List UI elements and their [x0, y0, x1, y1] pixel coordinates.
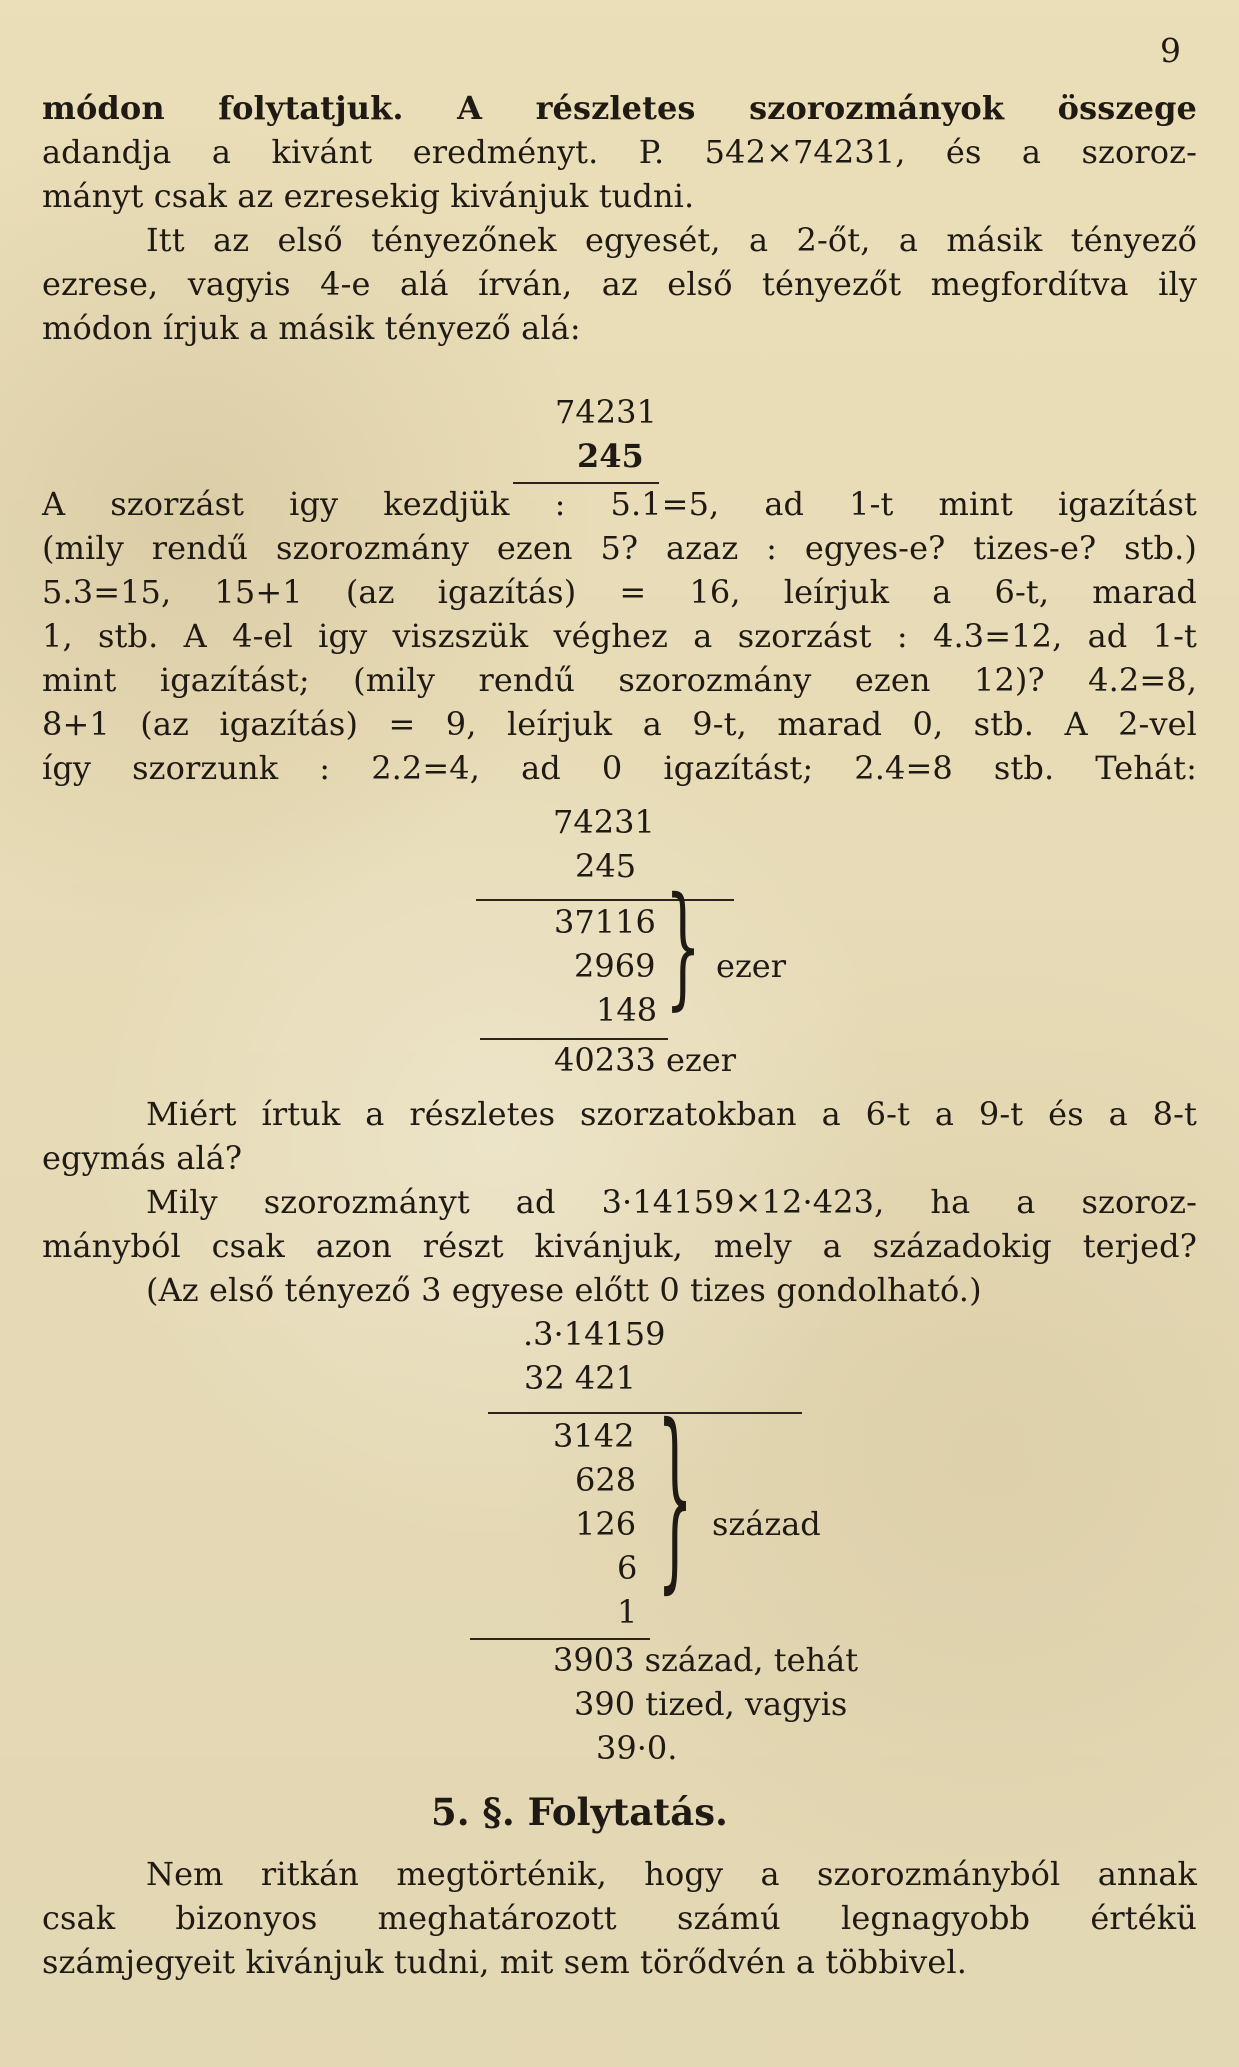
text-line-10: 1, stb. A 4-el igy viszszük véghez a szorzást : 4.3=12, ad 1-t [42, 617, 1197, 655]
second-row-2: 2969 [574, 947, 656, 985]
first-multiplication-bottom: 245 [577, 437, 644, 475]
text-line-12: 8+1 (az igazítás) = 9, leírjuk a 9-t, marad 0, stb. A 2-vel [42, 705, 1197, 743]
third-multiplication-top-rule [488, 1412, 802, 1414]
second-unit: ezer [716, 947, 787, 985]
text-line-17: mányból csak azon részt kivánjuk, mely a századokig terjed? [42, 1227, 1197, 1265]
text-line-5: ezrese, vagyis 4-e alá írván, az első tényezőt megfordítva ily [42, 265, 1197, 303]
text-line-4: Itt az első tényezőnek egyesét, a 2-őt, a másik tényező [146, 221, 1197, 259]
text-line-2: adandja a kivánt eredményt. P. 542×74231, és a szoroz- [42, 133, 1197, 171]
page-number: 9 [1160, 31, 1181, 70]
third-row-1: 3142 [553, 1417, 635, 1455]
first-multiplication-top: 74231 [555, 393, 657, 431]
third-row-3: 126 [575, 1505, 637, 1543]
first-multiplication-rule [513, 482, 659, 484]
text-line-6: módon írjuk a másik tényező alá: [42, 309, 581, 347]
text-line-20: csak bizonyos meghatározott számú legnagyobb értékü [42, 1899, 1197, 1937]
third-brace: } [657, 1382, 694, 1611]
third-unit: század [712, 1505, 821, 1543]
second-multiplication-bottom: 245 [575, 847, 637, 885]
second-row-1: 37116 [554, 903, 656, 941]
text-line-14: Miért írtuk a részletes szorzatokban a 6-t a 9-t és a 8-t [146, 1095, 1197, 1133]
text-line-7: A szorzást igy kezdjük : 5.1=5, ad 1-t mint igazítást [42, 485, 1197, 523]
second-result: 40233 ezer [554, 1041, 736, 1079]
text-line-13: így szorzunk : 2.2=4, ad 0 igazítást; 2.4=8 stb. Tehát: [42, 749, 1197, 787]
text-line-9: 5.3=15, 15+1 (az igazítás) = 16, leírjuk a 6-t, marad [42, 573, 1197, 611]
text-line-3: mányt csak az ezresekig kivánjuk tudni. [42, 177, 695, 215]
third-result-2: 390 tized, vagyis [574, 1685, 848, 1723]
second-multiplication-result-rule [480, 1038, 668, 1040]
third-multiplication-top: .3·14159 [523, 1315, 666, 1353]
second-multiplication-top: 74231 [553, 803, 655, 841]
text-line-16: Mily szorozmányt ad 3·14159×12·423, ha a szoroz- [146, 1183, 1197, 1221]
third-multiplication-bottom: 32 421 [524, 1359, 636, 1397]
text-line-8: (mily rendű szorozmány ezen 5? azaz : egyes-e? tizes-e? stb.) [42, 529, 1197, 567]
text-line-19: Nem ritkán megtörténik, hogy a szorozmányból annak [146, 1855, 1197, 1893]
second-row-3: 148 [596, 991, 658, 1029]
third-result-1: 3903 század, tehát [553, 1641, 859, 1679]
third-row-5: 1 [617, 1593, 638, 1631]
third-row-2: 628 [575, 1461, 637, 1499]
third-result-3: 39·0. [596, 1729, 678, 1767]
third-row-4: 6 [617, 1549, 638, 1587]
text-line-15: egymás alá? [42, 1139, 243, 1177]
third-multiplication-result-rule [470, 1638, 650, 1640]
section-heading: 5. §. Folytatás. [431, 1790, 728, 1834]
text-line-21: számjegyeit kivánjuk tudni, mit sem törődvén a többivel. [42, 1943, 968, 1981]
second-brace: } [665, 868, 702, 1023]
text-line-1: módon folytatjuk. A részletes szorozmányok összege [42, 89, 1197, 127]
text-line-11: mint igazítást; (mily rendű szorozmány ezen 12)? 4.2=8, [42, 661, 1197, 699]
text-line-18: (Az első tényező 3 egyese előtt 0 tizes gondolható.) [146, 1271, 982, 1309]
